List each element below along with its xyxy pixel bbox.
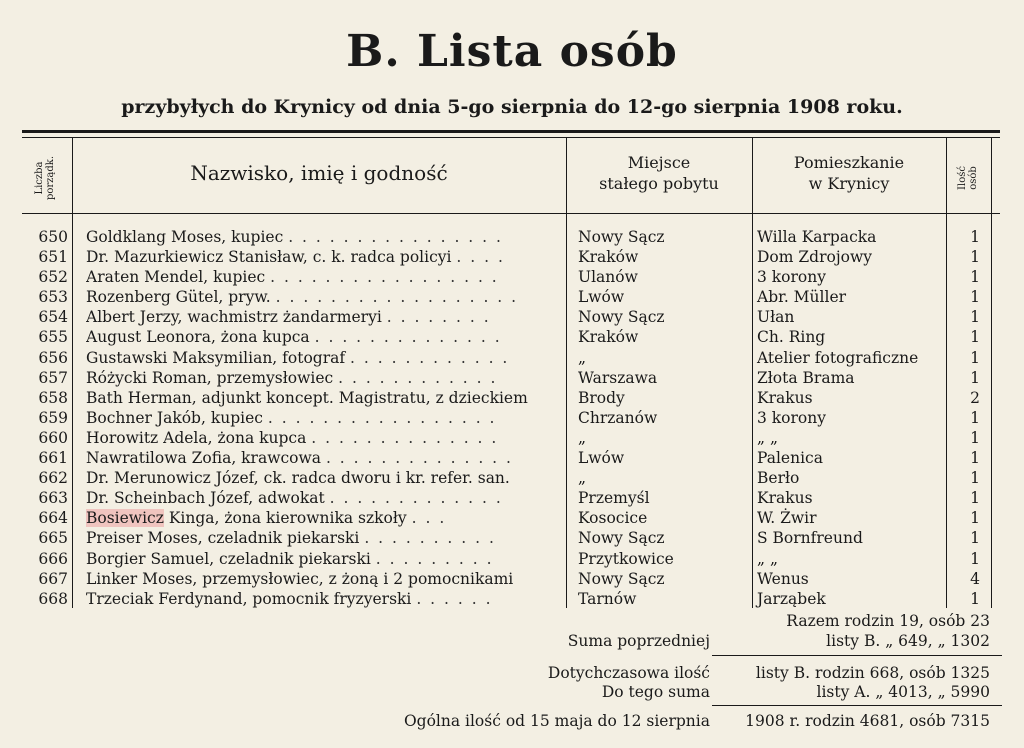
summary-list-a-values: listy A. „ 4013, „ 5990 bbox=[816, 683, 990, 701]
row-number: 651 bbox=[38, 248, 68, 267]
row-name bbox=[86, 428, 558, 448]
row-leader-dots: . . . . . . bbox=[416, 589, 493, 608]
row-name bbox=[86, 307, 558, 327]
row-name bbox=[86, 488, 558, 508]
row-count: 2 bbox=[970, 388, 980, 407]
table-row bbox=[0, 388, 1024, 408]
row-number: 664 bbox=[38, 509, 68, 528]
summary-previous-values: listy B. „ 649, „ 1302 bbox=[826, 632, 990, 650]
row-name-text: Bath Herman, adjunkt koncept. Magistratu, z dzieckiem bbox=[86, 388, 528, 407]
row-city: Lwów bbox=[578, 449, 625, 468]
row-count: 1 bbox=[970, 408, 980, 427]
row-leader-dots: . . . . . . . . . . bbox=[364, 529, 496, 548]
row-lodging: Palenica bbox=[757, 449, 823, 468]
row-leader-dots: . . . . . . . . . . . . . . bbox=[311, 428, 499, 447]
row-city: „ bbox=[578, 469, 587, 488]
row-number: 667 bbox=[38, 569, 68, 588]
row-count: 1 bbox=[970, 489, 980, 508]
row-city: Przemyśl bbox=[578, 489, 650, 508]
header-city-line2: stałego pobytu bbox=[599, 174, 719, 193]
guest-list bbox=[0, 227, 1024, 609]
row-lodging: Jarząbek bbox=[757, 589, 826, 608]
row-count: 1 bbox=[970, 509, 980, 528]
summary-total-label: Ogólna ilość od 15 maja do 12 sierpnia bbox=[403, 712, 710, 730]
row-lodging: 3 korony bbox=[757, 268, 826, 287]
row-name-text: Linker Moses, przemysłowiec, z żoną i 2 pomocnikami bbox=[86, 569, 514, 588]
row-name-text: Dr. Merunowicz Józef, ck. radca dworu i kr. refer. san. bbox=[86, 469, 510, 488]
row-name bbox=[86, 508, 558, 528]
row-leader-dots: . . . . . . . . . . . . . bbox=[329, 489, 503, 508]
row-number: 650 bbox=[38, 228, 68, 246]
row-number: 653 bbox=[38, 288, 68, 307]
row-lodging: Krakus bbox=[757, 489, 813, 508]
row-number: 661 bbox=[38, 449, 68, 468]
summary-rule bbox=[712, 655, 1002, 656]
row-leader-dots: . . . . . . . . . . . . . . . . bbox=[288, 228, 503, 246]
table-row bbox=[0, 589, 1024, 609]
row-lodging: Willa Karpacka bbox=[757, 228, 877, 246]
row-count: 1 bbox=[970, 529, 980, 548]
row-name-highlight: Bosiewicz bbox=[86, 509, 164, 528]
row-name-text: Różycki Roman, przemysłowiec bbox=[86, 368, 334, 387]
row-city: Tarnów bbox=[578, 589, 637, 608]
header-name: Nazwisko, imię i godność bbox=[190, 161, 448, 185]
table-row bbox=[0, 368, 1024, 388]
header-lodging-line2: w Krynicy bbox=[808, 174, 890, 193]
row-lodging: Ch. Ring bbox=[757, 328, 826, 347]
row-city: Kraków bbox=[578, 328, 639, 347]
summary-current-values: listy B. rodzin 668, osób 1325 bbox=[755, 664, 990, 682]
table-row bbox=[0, 549, 1024, 569]
row-lodging: 3 korony bbox=[757, 408, 826, 427]
row-count: 1 bbox=[970, 428, 980, 447]
row-lodging: „ „ bbox=[757, 428, 778, 447]
row-name bbox=[86, 569, 558, 589]
row-lodging: „ „ bbox=[757, 549, 778, 568]
row-name bbox=[86, 408, 558, 428]
row-name bbox=[86, 247, 558, 267]
header-count bbox=[957, 152, 981, 204]
row-lodging: Berło bbox=[757, 469, 800, 488]
row-count: 1 bbox=[970, 328, 980, 347]
summary-current-label: Dotychczasowa ilość bbox=[547, 664, 710, 682]
row-name-text: Borgier Samuel, czeladnik piekarski bbox=[86, 549, 371, 568]
row-count: 1 bbox=[970, 549, 980, 568]
row-city: Nowy Sącz bbox=[578, 569, 665, 588]
row-number: 657 bbox=[38, 368, 68, 387]
row-leader-dots: . . . bbox=[411, 509, 447, 528]
row-leader-dots: . . . . . . . . . . . . . . . . . bbox=[270, 268, 499, 287]
row-count: 1 bbox=[970, 248, 980, 267]
table-row bbox=[0, 327, 1024, 347]
table-row bbox=[0, 528, 1024, 548]
table-row bbox=[0, 428, 1024, 448]
table-row bbox=[0, 508, 1024, 528]
row-leader-dots: . . . . . . . . . bbox=[375, 549, 494, 568]
row-leader-dots: . . . . . . . . . . . . . . . . . bbox=[267, 408, 497, 427]
row-city: „ bbox=[578, 348, 587, 367]
header-lodging-line1: Pomieszkanie bbox=[793, 153, 905, 172]
table-row bbox=[0, 408, 1024, 428]
header-number-line2: porządk. bbox=[45, 155, 56, 201]
row-city: Warszawa bbox=[578, 368, 658, 387]
header-city bbox=[566, 152, 752, 194]
page-subtitle: przybyłych do Krynicy od dnia 5-go sierpnia do 12-go sierpnia 1908 roku. bbox=[121, 96, 903, 118]
row-city: „ bbox=[578, 428, 587, 447]
row-number: 662 bbox=[38, 469, 68, 488]
row-name bbox=[86, 448, 558, 468]
summary-rule bbox=[712, 705, 1002, 706]
row-leader-dots: . . . . . . . . . . . . . . . . . . bbox=[275, 288, 519, 307]
row-name-text: Kinga, żona kierownika szkoły bbox=[163, 509, 407, 528]
row-count: 1 bbox=[970, 469, 980, 488]
row-name-text: Preiser Moses, czeladnik piekarski bbox=[86, 529, 360, 548]
row-count: 4 bbox=[970, 569, 980, 588]
row-city: Nowy Sącz bbox=[578, 529, 665, 548]
row-count: 1 bbox=[970, 449, 980, 468]
row-leader-dots: . . . . . . . . bbox=[386, 308, 491, 327]
row-leader-dots: . . . . . . . . . . . . . . bbox=[314, 328, 502, 347]
table-row bbox=[0, 468, 1024, 488]
row-city: Nowy Sącz bbox=[578, 228, 665, 246]
row-name bbox=[86, 388, 558, 408]
row-number: 652 bbox=[38, 268, 68, 287]
row-name bbox=[86, 549, 558, 569]
row-name-text: Nawratilowa Zofia, krawcowa bbox=[86, 449, 321, 468]
table-row bbox=[0, 448, 1024, 468]
row-number: 666 bbox=[38, 549, 68, 568]
row-name bbox=[86, 267, 558, 287]
row-lodging: Ułan bbox=[757, 308, 795, 327]
row-leader-dots: . . . . . . . . . . . . bbox=[350, 348, 510, 367]
header-number-line1: Liczba bbox=[34, 161, 45, 195]
table-row bbox=[0, 267, 1024, 287]
row-name bbox=[86, 468, 558, 488]
summary-previous-label: Suma poprzedniej bbox=[567, 632, 710, 650]
row-city: Nowy Sącz bbox=[578, 308, 665, 327]
row-city: Chrzanów bbox=[578, 408, 658, 427]
row-number: 656 bbox=[38, 348, 68, 367]
row-leader-dots: . . . . . . . . . . . . bbox=[338, 368, 498, 387]
row-lodging: W. Żwir bbox=[757, 509, 817, 528]
row-number: 659 bbox=[38, 408, 68, 427]
row-city: Kraków bbox=[578, 248, 639, 267]
row-count: 1 bbox=[970, 268, 980, 287]
row-name-text: Goldklang Moses, kupiec bbox=[86, 228, 284, 246]
row-name-text: Araten Mendel, kupiec bbox=[86, 268, 266, 287]
header-number bbox=[34, 148, 58, 208]
row-name-text: Bochner Jakób, kupiec bbox=[86, 408, 263, 427]
row-name-text: Dr. Mazurkiewicz Stanisław, c. k. radca policyi bbox=[86, 248, 452, 267]
row-name-text: Horowitz Adela, żona kupca bbox=[86, 428, 307, 447]
row-city: Ulanów bbox=[578, 268, 638, 287]
row-name bbox=[86, 227, 558, 247]
header-count-line2: osób bbox=[968, 166, 979, 190]
header-rule-thin bbox=[22, 137, 1000, 138]
header-count-line1: Ilość bbox=[957, 166, 968, 190]
table-row bbox=[0, 227, 1024, 247]
row-count: 1 bbox=[970, 348, 980, 367]
row-name-text: Rozenberg Gütel, pryw. bbox=[86, 288, 271, 307]
row-lodging: Krakus bbox=[757, 388, 813, 407]
row-leader-dots: . . . . . . . . . . . . . . bbox=[325, 449, 513, 468]
row-number: 660 bbox=[38, 428, 68, 447]
row-city: Przytkowice bbox=[578, 549, 674, 568]
summary-total-values: 1908 r. rodzin 4681, osób 7315 bbox=[745, 712, 990, 730]
row-name bbox=[86, 327, 558, 347]
header-rule-thick bbox=[22, 130, 1000, 133]
row-name bbox=[86, 287, 558, 307]
row-number: 665 bbox=[38, 529, 68, 548]
table-row bbox=[0, 247, 1024, 267]
row-number: 668 bbox=[38, 589, 68, 608]
row-leader-dots: . . . . bbox=[456, 248, 505, 267]
row-name bbox=[86, 528, 558, 548]
row-count: 1 bbox=[970, 308, 980, 327]
row-count: 1 bbox=[970, 368, 980, 387]
row-lodging: Abr. Müller bbox=[757, 288, 847, 307]
row-city: Lwów bbox=[578, 288, 625, 307]
header-bottom-rule bbox=[22, 213, 1000, 214]
header-city-line1: Miejsce bbox=[627, 153, 691, 172]
table-row bbox=[0, 287, 1024, 307]
table-row bbox=[0, 307, 1024, 327]
row-lodging: Atelier fotograficzne bbox=[757, 348, 919, 367]
row-number: 663 bbox=[38, 489, 68, 508]
row-city: Kosocice bbox=[578, 509, 648, 528]
row-name-text: Trzeciak Ferdynand, pomocnik fryzyerski bbox=[86, 589, 412, 608]
row-city: Brody bbox=[578, 388, 625, 407]
table-row bbox=[0, 488, 1024, 508]
row-count: 1 bbox=[970, 288, 980, 307]
row-lodging: S Bornfreund bbox=[757, 529, 863, 548]
row-number: 655 bbox=[38, 328, 68, 347]
row-number: 658 bbox=[38, 388, 68, 407]
row-name bbox=[86, 348, 558, 368]
row-lodging: Dom Zdrojowy bbox=[757, 248, 872, 267]
row-lodging: Wenus bbox=[757, 569, 809, 588]
row-name-text: Albert Jerzy, wachmistrz żandarmeryi bbox=[86, 308, 382, 327]
row-name-text: Gustawski Maksymilian, fotograf bbox=[86, 348, 346, 367]
row-name bbox=[86, 589, 558, 609]
row-name-text: Dr. Scheinbach Józef, adwokat bbox=[86, 489, 325, 508]
row-name-text: August Leonora, żona kupca bbox=[86, 328, 310, 347]
summary-razem: Razem rodzin 19, osób 23 bbox=[786, 612, 990, 630]
table-row bbox=[0, 569, 1024, 589]
row-count: 1 bbox=[970, 589, 980, 608]
row-lodging: Złota Brama bbox=[757, 368, 855, 387]
row-number: 654 bbox=[38, 308, 68, 327]
header-lodging bbox=[752, 152, 946, 194]
row-count: 1 bbox=[970, 228, 980, 246]
row-name bbox=[86, 368, 558, 388]
table-row bbox=[0, 348, 1024, 368]
summary-list-a-label: Do tego suma bbox=[601, 683, 710, 701]
page-title: B. Lista osób bbox=[346, 26, 678, 77]
